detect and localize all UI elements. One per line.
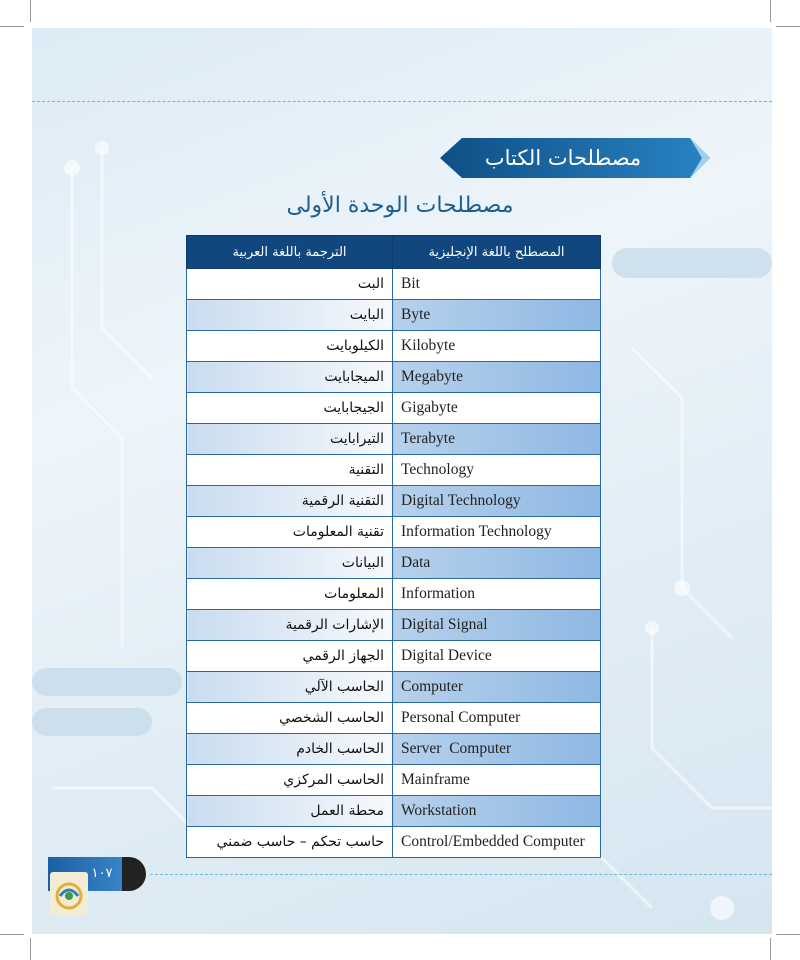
table-row [187,734,601,765]
table-row [187,393,601,424]
arabic-term: التقنية [187,455,393,486]
arabic-term: الإشارات الرقمية [187,610,393,641]
english-term: Bit [393,269,601,300]
english-term: Control/Embedded Computer [393,827,601,858]
table-row [187,517,601,548]
english-term: Digital Signal [393,610,601,641]
header-english: المصطلح باللغة الإنجليزية [393,236,601,269]
english-term: Information Technology [393,517,601,548]
english-term: Computer [393,672,601,703]
top-dashed-line [32,101,772,102]
page-number: ١٠٧ [91,866,113,881]
arabic-term: الحاسب المركزي [187,765,393,796]
arabic-term: التيرابايت [187,424,393,455]
english-term: Technology [393,455,601,486]
arabic-term: الجهاز الرقمي [187,641,393,672]
arabic-term: الحاسب الشخصي [187,703,393,734]
english-term: Information [393,579,601,610]
table-row [187,641,601,672]
arabic-term: البيانات [187,548,393,579]
arabic-term: البايت [187,300,393,331]
english-term: Digital Technology [393,486,601,517]
arabic-term: البت [187,269,393,300]
table-row [187,579,601,610]
arabic-term: الحاسب الخادم [187,734,393,765]
arabic-term: الجيجابايت [187,393,393,424]
table-row [187,362,601,393]
arabic-term: حاسب تحكم – حاسب ضمني [187,827,393,858]
english-term: Personal Computer [393,703,601,734]
english-term: Terabyte [393,424,601,455]
logo-icon [50,872,88,916]
english-term: Digital Device [393,641,601,672]
arabic-term: تقنية المعلومات [187,517,393,548]
english-term: Mainframe [393,765,601,796]
publisher-logo [50,872,88,916]
english-term: Data [393,548,601,579]
crop-mark [776,26,800,27]
table-row [187,672,601,703]
arabic-term: المعلومات [187,579,393,610]
header-arabic: الترجمة باللغة العربية [187,236,393,269]
banner-title: مصطلحات الكتاب [484,146,642,170]
arabic-term: الميجابايت [187,362,393,393]
english-term: Kilobyte [393,331,601,362]
crop-mark [770,0,771,22]
english-term: Byte [393,300,601,331]
english-term: Server Computer [393,734,601,765]
arabic-term: التقنية الرقمية [187,486,393,517]
crop-mark [30,0,31,22]
crop-mark [30,938,31,960]
arabic-term: الكيلوبايت [187,331,393,362]
arabic-term: الحاسب الآلي [187,672,393,703]
table-row [187,765,601,796]
table-header-row [187,236,601,269]
english-term: Megabyte [393,362,601,393]
table-row [187,548,601,579]
english-term: Gigabyte [393,393,601,424]
bottom-dashed-line [150,874,772,875]
table-row [187,796,601,827]
crop-mark [770,938,771,960]
table-row [187,300,601,331]
table-row [187,703,601,734]
arabic-term: محطة العمل [187,796,393,827]
table-row [187,331,601,362]
table-row [187,486,601,517]
table-row [187,610,601,641]
crop-mark [776,934,800,935]
crop-mark [0,934,24,935]
english-term: Workstation [393,796,601,827]
table-row [187,827,601,858]
terms-table [186,235,601,858]
table-row [187,269,601,300]
table-row [187,424,601,455]
section-title: مصطلحات الوحدة الأولى [286,193,514,218]
crop-mark [0,26,24,27]
table-row [187,455,601,486]
